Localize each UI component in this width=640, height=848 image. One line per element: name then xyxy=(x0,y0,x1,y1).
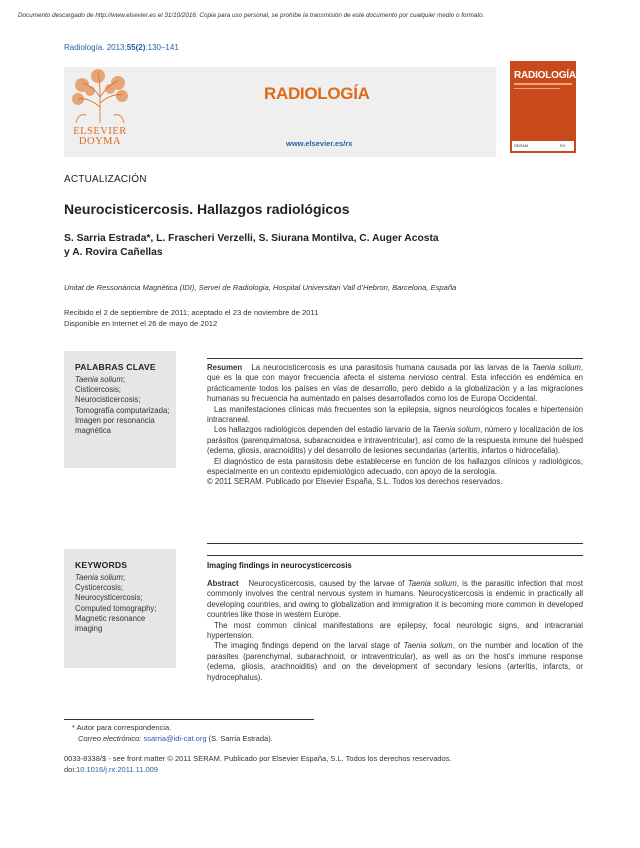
email-line: Correo electrónico: ssarria@idi-cat.org (S. Sarria Estrada). xyxy=(78,734,273,743)
front-matter xyxy=(64,753,452,775)
keyword-item: Cisticercosis; xyxy=(75,385,121,395)
doi-line: doi:10.1016/j.rx.2011.11.009 xyxy=(64,765,158,774)
resumen-top-rule xyxy=(207,358,583,359)
abstract-top-rule xyxy=(207,555,583,556)
citation-pages: :130–141 xyxy=(145,43,179,52)
journal-title: RADIOLOGÍA xyxy=(264,84,370,103)
resumen-paragraph: El diagnóstico de esta parasitosis debe establecerse en función de los hallazgos clínicos y radiológicos, especialmente en un contexto epidemiológico adecuado, con apoyo de la serología. xyxy=(207,456,583,477)
publisher-line2: DOYMA xyxy=(78,136,122,147)
abstract-paragraph: The imaging findings depend on the larval stage of Taenia solium, on the number and location of the parasites (parenchymal, subarachnoid, or intraventricular), as well as on the host’s immune response (edema, gliosis, arachnoiditis) and on the development of secondary lesions (arteritis, infarcts, or hydrocephalus). xyxy=(207,641,583,682)
citation-journal: Radiología. 2013; xyxy=(64,43,127,52)
keyword-item: Magnetic resonance imaging xyxy=(75,613,146,634)
abstract-paragraph: The most common clinical manifestations are epilepsy, focal neurologic signs, and intracranial hypertension. xyxy=(207,620,583,641)
keywords-es-list xyxy=(75,375,173,436)
issn-line: 0033-8338/$ - see front matter © 2011 SERAM. Publicado por Elsevier España, S.L. Todos los derechos reservados. xyxy=(64,754,452,763)
resumen-copyright: © 2011 SERAM. Publicado por Elsevier España, S.L. Todos los derechos reservados. xyxy=(207,477,503,487)
keywords-en-box xyxy=(64,549,176,668)
keyword-item: Taenia solium; xyxy=(75,375,125,384)
english-title: Imaging findings in neurocysticercosis xyxy=(207,561,352,570)
author-list xyxy=(64,232,534,260)
article-dates xyxy=(64,308,318,329)
resumen-paragraph: Resumen La neurocisticercosis es una parasitosis humana causada por las larvas de la Taenia solium, que es la que con mayor frecuencia afecta el sistema nervioso central. Esta infección es endémica en prácticamente todos los países en vías de desarrollo, pero debido a la globalización y a las migraciones humanas su frecuencia ha aumentado en países desarrollados como los de Europa Occidental. xyxy=(207,363,583,404)
cover-badge-rx: RX xyxy=(560,143,566,148)
abstract-block xyxy=(207,579,583,683)
resumen-paragraph: Las manifestaciones clínicas más frecuentes son la epilepsia, signos neurológicos focales e hipertensión intracraneal. xyxy=(207,404,583,425)
abstract-paragraph: Abstract Neurocysticercosis, caused by the larvae of Taenia solium, is the parasitic infection that most commonly involves the central nervous system in humans. Neurocysticercosis is endemic in practically all developing countries, and owing to globalization and immigration it is becoming more common in developed countries like those in western Europe. xyxy=(207,579,584,620)
correspondence-note: * Autor para correspondencia. xyxy=(72,723,172,732)
resumen-block xyxy=(207,363,583,488)
cover-rule xyxy=(514,83,572,85)
keyword-item: Cysticercosis; xyxy=(75,583,124,593)
affiliation: Unitat de Ressonància Magnètica (IDI), Servei de Radiologia, Hospital Universitari Vall d’Hebron, Barcelona, España xyxy=(64,283,457,292)
received-date: Recibido el 2 de septiembre de 2011; aceptado el 23 de noviembre de 2011 xyxy=(64,308,319,317)
keywords-en-heading: KEYWORDS xyxy=(75,560,128,570)
authors-line-1: S. Sarria Estrada*, L. Frascheri Verzelli, S. Siurana Montilva, C. Auger Acosta xyxy=(64,233,439,244)
keywords-en-list xyxy=(75,573,173,634)
cover-footer-strip xyxy=(512,141,574,151)
publisher-wordmark xyxy=(64,127,136,147)
authors-line-2: y A. Rovira Cañellas xyxy=(64,247,163,258)
resumen-bottom-rule xyxy=(207,543,583,544)
online-date: Disponible en Internet el 26 de mayo de 2012 xyxy=(64,318,218,328)
keyword-item: Computed tomography; xyxy=(75,603,157,613)
keyword-item: Neurocysticercosis; xyxy=(75,593,143,603)
resumen-paragraph: Los hallazgos radiológicos dependen del estadio larvario de la Taenia solium, número y localización de los parásitos (parenquimatosa, subaracnoidea e intraventricular), así como de la respuesta inmune del huésped (edema, gliosis, aracnoiditis) y del desarrollo de lesiones secundarias (arteritis, infartos o hidrocefalia). xyxy=(207,425,583,456)
citation-volume: 55(2) xyxy=(126,43,146,52)
download-disclaimer: Documento descargado de http://www.elsevier.es el 31/10/2016. Copia para uso personal, se prohíbe la transmisión de este documento por cualquier medio o formato. xyxy=(18,12,485,19)
keyword-item: Imagen por resonancia magnética xyxy=(75,415,155,436)
keyword-item: Tomografía computarizada; xyxy=(75,405,170,415)
keywords-es-heading: PALABRAS CLAVE xyxy=(75,362,156,372)
publisher-line1: ELSEVIER xyxy=(73,126,127,137)
cover-title: RADIOLOGÍA xyxy=(514,70,576,81)
correspondence-footnote xyxy=(72,722,273,744)
journal-citation[interactable] xyxy=(64,43,179,52)
cover-rule-2 xyxy=(514,88,560,89)
keyword-item: Taenia solium; xyxy=(75,573,125,582)
section-type: ACTUALIZACIÓN xyxy=(64,174,147,185)
footnote-rule xyxy=(64,719,314,720)
email-link[interactable]: ssarria@idi-cat.org xyxy=(143,734,207,743)
doi-link[interactable]: 10.1016/j.rx.2011.11.009 xyxy=(76,765,158,774)
keyword-item: Neurocisticercosis; xyxy=(75,395,141,405)
article-title: Neurocisticercosis. Hallazgos radiológicos xyxy=(64,201,350,217)
keywords-es-box xyxy=(64,351,176,468)
journal-url-link[interactable]: www.elsevier.es/rx xyxy=(286,139,353,148)
cover-badge-seram: SERAM xyxy=(514,143,529,148)
